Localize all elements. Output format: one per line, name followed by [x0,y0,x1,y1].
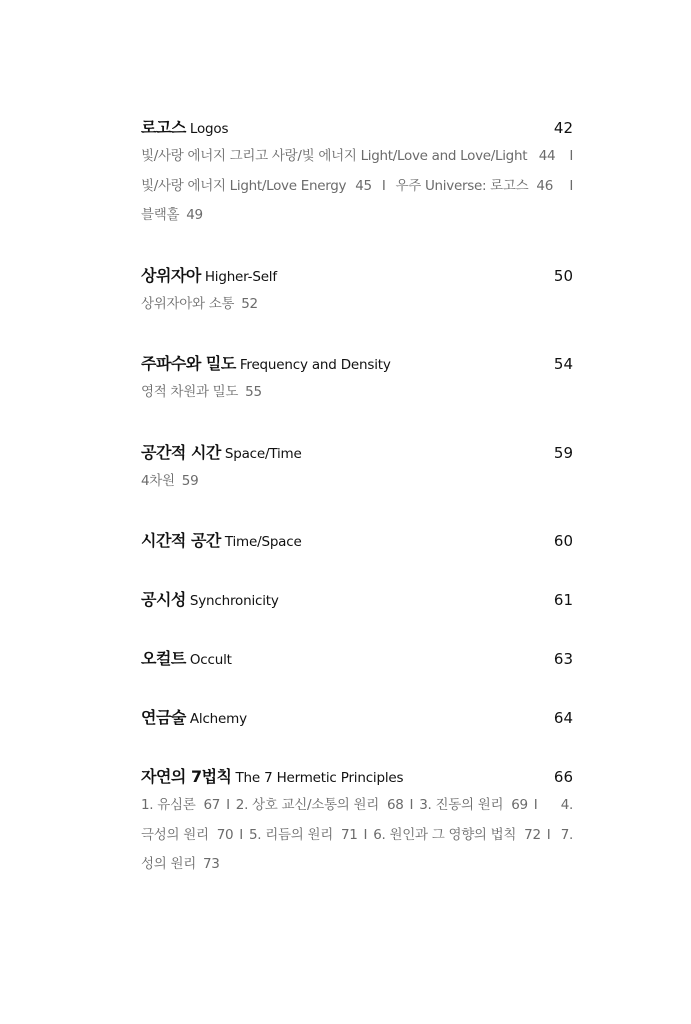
toc-title-korean: 상위자아 [141,265,201,285]
toc-subitems [141,378,573,408]
toc-subitem-title[interactable]: 극성의 원리 [141,826,209,843]
toc-page-number: 50 [553,266,573,285]
toc-subitem-line [141,791,573,821]
toc-subitem-page: 72 [524,826,541,843]
toc-subitem-title[interactable]: 성의 원리 [141,856,196,872]
toc-title-korean: 로고스 [141,118,186,137]
toc-heading [141,762,403,793]
toc-heading-row[interactable] [141,526,573,555]
toc-heading-row[interactable] [141,585,573,614]
toc-heading-row[interactable] [141,703,573,732]
toc-subitem-title[interactable]: 빛/사랑 에너지 그리고 사랑/빛 에너지 Light/Love and Love/Light [141,148,528,164]
toc-subitem-page: 71 [340,826,358,843]
toc-subitem-page: 68 [386,797,404,813]
toc-subitem-line [141,850,573,880]
toc-subitem-title[interactable]: 영적 차원과 밀도 [141,384,239,400]
toc-subitem-page: 52 [241,295,258,312]
toc-heading [141,526,302,557]
toc-entry-time-space [141,526,573,585]
toc-entry-frequency-density [141,349,573,438]
toc-heading-row[interactable] [141,762,573,791]
toc-subitem-line [141,821,573,851]
toc-heading [141,644,232,675]
toc-subitem-title[interactable]: 5. 리듬의 원리 [248,826,333,843]
toc-subitem-line [141,290,573,320]
toc-heading-row[interactable] [141,261,573,290]
toc-subitem-page: 45 [355,177,372,194]
toc-subitems [141,290,573,320]
toc-subitem-page: 69 [511,797,528,813]
separator: I [409,797,414,813]
toc-subitem-line [141,467,573,497]
toc-subitem-line [141,378,573,408]
toc-page-number: 64 [553,709,573,727]
toc-subitems [141,791,573,880]
toc-heading [141,438,302,469]
toc-subitem-title[interactable]: 4차원 [141,472,175,489]
toc-title-english: Higher-Self [204,268,277,285]
toc-subitem-title[interactable]: 빛/사랑 에너지 Light/Love Energy [141,177,347,194]
toc-subitem-title[interactable]: 6. 원인과 그 영향의 법칙 [373,826,517,843]
toc-subitem-page: 59 [181,472,199,489]
toc-subitem-title[interactable]: 3. 진동의 원리 [419,797,504,813]
toc-title-english: The 7 Hermetic Principles [235,770,404,786]
toc-title-korean: 자연의 7법칙 [141,767,232,786]
toc-subitem-page: 73 [202,856,220,872]
toc-heading [141,703,247,734]
toc-heading-row[interactable] [141,113,573,142]
toc-page-number: 63 [553,650,573,668]
separator: I [226,797,230,813]
toc-subitem-page: 49 [186,207,203,223]
toc-title-english: Frequency and Density [239,357,391,373]
toc-heading [141,349,391,380]
toc-title-english: Synchronicity [189,593,279,609]
toc-page-number: 59 [553,443,573,462]
toc-entry-space-time [141,438,573,527]
toc-subitem-title[interactable]: 4. [560,797,573,813]
toc-page-number: 42 [553,119,573,137]
toc-heading-row[interactable] [141,438,573,467]
toc-title-english: Alchemy [189,711,247,727]
toc-title-korean: 공간적 시간 [141,442,221,462]
toc-title-english: Time/Space [224,534,302,550]
separator: I [533,797,538,813]
toc-entry-logos [141,113,573,261]
toc-entry-synchronicity [141,585,573,644]
separator: I [239,826,243,843]
toc-page-number: 60 [553,532,573,550]
toc-title-korean: 연금술 [141,708,186,727]
toc-entry-alchemy [141,703,573,762]
separator: I [569,177,573,194]
toc-heading-row[interactable] [141,349,573,378]
toc-title-english: Space/Time [224,445,302,462]
toc-title-korean: 시간적 공간 [141,531,221,550]
toc-heading [141,113,228,144]
toc-entry-hermetic-principles [141,762,573,880]
toc-title-korean: 공시성 [141,590,186,609]
toc-page-number: 66 [553,768,573,786]
toc-subitems [141,467,573,497]
toc-subitem-line [141,172,573,202]
table-of-contents [141,113,573,880]
toc-page-number: 61 [553,591,573,609]
separator: I [363,826,368,843]
separator: I [546,826,551,843]
toc-title-english: Logos [189,121,229,137]
toc-subitem-title[interactable]: 우주 Universe: 로고스 [395,177,529,194]
toc-subitem-page: 46 [536,177,554,194]
toc-entry-higher-self [141,261,573,350]
toc-subitem-page: 44 [538,148,556,164]
toc-subitem-title[interactable]: 7. [560,826,573,843]
toc-subitem-page: 55 [245,384,262,400]
toc-subitem-page: 67 [203,797,221,813]
toc-title-english: Occult [189,652,232,668]
toc-heading-row[interactable] [141,644,573,673]
toc-subitem-title[interactable]: 1. 유심론 [141,797,196,813]
separator: I [569,148,573,164]
toc-subitem-line [141,201,573,231]
separator: I [381,177,386,194]
toc-subitem-line [141,142,573,172]
toc-subitem-title[interactable]: 블랙홀 [141,207,180,223]
toc-heading [141,261,277,292]
toc-page-number: 54 [553,355,573,373]
toc-entry-occult [141,644,573,703]
toc-heading [141,585,279,616]
toc-subitem-title[interactable]: 상위자아와 소통 [141,295,235,312]
toc-subitems [141,142,573,231]
toc-subitem-title[interactable]: 2. 상호 교신/소통의 원리 [235,797,379,813]
toc-title-korean: 주파수와 밀도 [141,354,236,373]
toc-subitem-page: 70 [216,826,234,843]
toc-title-korean: 오컬트 [141,649,186,668]
